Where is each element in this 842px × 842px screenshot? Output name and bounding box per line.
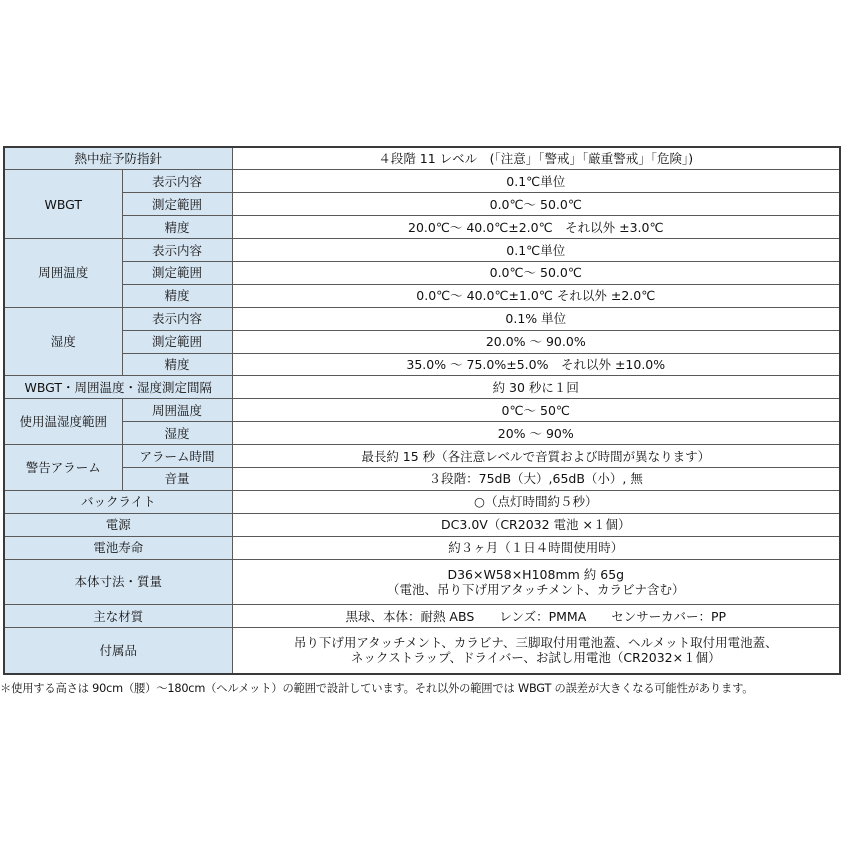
humidity-group-label: 湿度 [4, 307, 122, 376]
humidity-range-value: 20.0% ～ 90.0% [232, 330, 840, 353]
row-interval [4, 376, 840, 399]
row-ambient-display [4, 239, 840, 262]
wbgt-display-label: 表示内容 [122, 170, 232, 193]
accessories-value [232, 628, 840, 674]
battery-life-label: 電池寿命 [4, 536, 232, 559]
humidity-accuracy-value: 35.0% ～ 75.0%±5.0% それ以外 ±10.0% [232, 353, 840, 376]
ambient-group-label: 周囲温度 [4, 239, 122, 308]
wbgt-group-label: WBGT [4, 170, 122, 239]
wbgt-accuracy-label: 精度 [122, 216, 232, 239]
row-wbgt-range [4, 193, 840, 216]
row-humidity-range [4, 330, 840, 353]
power-value: DC3.0V（CR2032 電池 ×１個） [232, 513, 840, 536]
row-power [4, 513, 840, 536]
operating-temp-value: 0℃～ 50℃ [232, 399, 840, 422]
spec-table [3, 146, 841, 675]
operating-group-label: 使用温湿度範囲 [4, 399, 122, 445]
dimensions-line-2: （電池、吊り下げ用アタッチメント、カラビナ含む） [387, 581, 685, 597]
alarm-volume-label: 音量 [122, 467, 232, 490]
row-operating-temp [4, 399, 840, 422]
backlight-value: ○（点灯時間約５秒） [232, 490, 840, 513]
ambient-display-label: 表示内容 [122, 239, 232, 262]
row-wbgt-accuracy [4, 216, 840, 239]
alarm-group-label: 警告アラーム [4, 445, 122, 491]
ambient-accuracy-label: 精度 [122, 284, 232, 307]
operating-humidity-value: 20% ～ 90% [232, 422, 840, 445]
humidity-range-label: 測定範囲 [122, 330, 232, 353]
humidity-display-value: 0.1% 単位 [232, 307, 840, 330]
heat-index-value: ４段階 11 レベル (「注意」「警戒」「厳重警戒」「危険」) [232, 147, 840, 170]
battery-life-value: 約３ヶ月（１日４時間使用時） [232, 536, 840, 559]
power-label: 電源 [4, 513, 232, 536]
backlight-label: バックライト [4, 490, 232, 513]
row-ambient-range [4, 261, 840, 284]
accessories-line-1: 吊り下げ用アタッチメント、カラビナ、三脚取付用電池蓋、ヘルメット取付用電池蓋、 [293, 635, 778, 651]
dimensions-value [232, 559, 840, 605]
humidity-accuracy-label: 精度 [122, 353, 232, 376]
wbgt-range-value: 0.0℃～ 50.0℃ [232, 193, 840, 216]
row-dimensions [4, 559, 840, 605]
alarm-time-value: 最長約 15 秒（各注意レベルで音質および時間が異なります） [232, 445, 840, 468]
row-backlight [4, 490, 840, 513]
operating-temp-label: 周囲温度 [122, 399, 232, 422]
materials-value: 黒球、本体：耐熱 ABS レンズ：PMMA センサーカバー：PP [232, 605, 840, 628]
alarm-time-label: アラーム時間 [122, 445, 232, 468]
ambient-display-value: 0.1℃単位 [232, 239, 840, 262]
ambient-range-value: 0.0℃～ 50.0℃ [232, 261, 840, 284]
alarm-volume-value: ３段階：75dB（大）,65dB（小）, 無 [232, 467, 840, 490]
row-wbgt-display [4, 170, 840, 193]
wbgt-range-label: 測定範囲 [122, 193, 232, 216]
humidity-display-label: 表示内容 [122, 307, 232, 330]
ambient-range-label: 測定範囲 [122, 261, 232, 284]
row-ambient-accuracy [4, 284, 840, 307]
dimensions-label: 本体寸法・質量 [4, 559, 232, 605]
row-accessories [4, 628, 840, 674]
row-humidity-display [4, 307, 840, 330]
operating-humidity-label: 湿度 [122, 422, 232, 445]
row-alarm-time [4, 445, 840, 468]
interval-label: WBGT・周囲温度・湿度測定間隔 [4, 376, 232, 399]
row-alarm-volume [4, 467, 840, 490]
footnote: ＊使用する高さは 90cm（腰）～180cm（ヘルメット）の範囲で設計しています。それ以外の範囲では WBGT の誤差が大きくなる可能性があります。 [0, 682, 754, 695]
interval-value: 約 30 秒に１回 [232, 376, 840, 399]
accessories-label: 付属品 [4, 628, 232, 674]
row-battery-life [4, 536, 840, 559]
row-heat-index [4, 147, 840, 170]
dimensions-line-1: D36×W58×H108mm 約 65g [447, 566, 625, 582]
heat-index-label: 熱中症予防指針 [4, 147, 232, 170]
ambient-accuracy-value: 0.0℃～ 40.0℃±1.0℃ それ以外 ±2.0℃ [232, 284, 840, 307]
wbgt-display-value: 0.1℃単位 [232, 170, 840, 193]
wbgt-accuracy-value: 20.0℃～ 40.0℃±2.0℃ それ以外 ±3.0℃ [232, 216, 840, 239]
accessories-line-2: ネックストラップ、ドライバー、お試し用電池（CR2032×１個） [350, 650, 721, 666]
row-operating-humidity [4, 422, 840, 445]
materials-label: 主な材質 [4, 605, 232, 628]
row-humidity-accuracy [4, 353, 840, 376]
row-materials [4, 605, 840, 628]
